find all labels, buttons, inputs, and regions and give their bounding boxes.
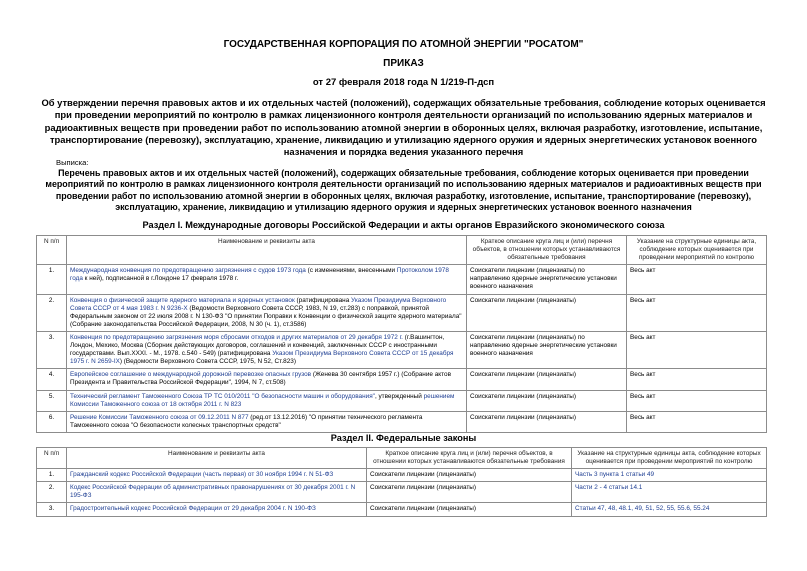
act-link[interactable]: Конвенция по предотвращению загрязнения моря сбросами отходов и других материалов от 29 декабря 1972 г. [70, 333, 403, 341]
row-number: 3. [37, 503, 67, 516]
act-link[interactable]: Градостроительный кодекс Российской Федерации от 29 декабря 2004 г. N 190-ФЗ [70, 505, 316, 513]
table-header-row [37, 448, 767, 469]
scope-cell: Соискатели лицензии (лицензиаты) [367, 482, 572, 503]
act-link[interactable]: Протоколом 1978 года [70, 267, 449, 283]
scope-cell: Соискатели лицензии (лицензиаты) [467, 411, 627, 432]
row-number: 5. [37, 390, 67, 411]
section-1-rows [37, 265, 767, 433]
act-text: (г.Вашингтон, Лондон, Мехико, Москва (Сборник действующих договоров, соглашений и конвенций, заключенных СССР с иностранными государствами. Вып.XXXI. - М., 1978. с.540 - 549) (ратифицирована [70, 333, 445, 358]
units-cell: Весь акт [627, 390, 767, 411]
act-link[interactable]: Гражданский кодекс Российской Федерации (часть первая) от 30 ноября 1994 г. N 51-ФЗ [70, 471, 334, 479]
act-cell [67, 265, 467, 294]
scope-cell: Соискатели лицензии (лицензиаты) [467, 390, 627, 411]
units-cell: Весь акт [627, 369, 767, 390]
act-link[interactable]: Технический регламент Таможенного Союза ТР ТС 010/2011 "О безопасности машин и оборудования" [70, 392, 375, 400]
units-cell: Весь акт [627, 331, 767, 368]
table-row [37, 331, 767, 368]
units-cell: Весь акт [627, 265, 767, 294]
units-cell: Весь акт [627, 411, 767, 432]
section-2-table [36, 447, 767, 517]
act-text: (ратифицирована [294, 296, 352, 304]
table-row [37, 411, 767, 432]
excerpt-title: Перечень правовых актов и их отдельных частей (положений), содержащих обязательные требования, соблюдение которых оценивается при проведении мероприятий по контролю в рамках лицензионного контроля деятельности организаций по использованию ядерных материалов и радиоактивных веществ при проведении работ по использованию атомной энергии в оборонных целях, включая разработку, изготовление, испытание, транспортирование (перевозку), эксплуатацию, хранение, ликвидацию и утилизацию ядерного оружия и ядерных энергетических установок военного назначения [45, 168, 762, 212]
row-number: 3. [37, 331, 67, 368]
scope-cell: Соискатели лицензии (лицензиаты) [467, 294, 627, 331]
act-link[interactable]: Кодекс Российской Федерации об административных правонарушениях от 30 декабря 2001 г. N 195-ФЗ [70, 484, 356, 500]
row-number: 1. [37, 469, 67, 482]
act-cell [67, 331, 467, 368]
act-cell [67, 390, 467, 411]
act-text: , утвержденный [374, 392, 424, 400]
document-date: от 27 февраля 2018 года N 1/219-П-дсп [312, 77, 495, 88]
row-number: 6. [37, 411, 67, 432]
row-number: 2. [37, 294, 67, 331]
document-title: Об утверждении перечня правовых актов и их отдельных частей (положений), содержащих обязательные требования, соблюдение которых оценивается при проведении мероприятий по контролю в рамках лицензионного контроля деятельности организаций по использованию ядерных материалов и радиоактивных веществ при проведении работ по использованию атомной энергии в оборонных целях, включая разработку, изготовление, испытание, транспортирование (перевозку), эксплуатацию, хранение, ликвидацию и утилизацию ядерного оружия и ядерных энергетических установок военного назначения и порядка ведения указанного перечня [41, 97, 766, 158]
table-header-row [37, 236, 767, 265]
act-link[interactable]: Конвенция о физической защите ядерного материала и ядерных установок [70, 296, 295, 304]
act-cell [67, 469, 367, 482]
table-row [37, 503, 767, 516]
act-cell [67, 503, 367, 516]
scope-cell: Соискатели лицензии (лицензиаты) [467, 369, 627, 390]
act-text: (Женева 30 сентября 1957 г.) (Собрание актов Президента и Правительства Российской Федерации", 1994, N 7, ст.508) [70, 371, 451, 387]
scope-cell: Соискатели лицензии (лицензиаты) по направлению ядерные энергетические установки военного назначения [467, 331, 627, 368]
header-number: N п/п [37, 236, 67, 265]
act-cell [67, 482, 367, 503]
act-text: (с изменениями, внесенными [305, 267, 397, 275]
units-cell: Весь акт [627, 294, 767, 331]
section-1-title: Раздел I. Международные договоры Российской Федерации и акты органов Евразийского экономического союза [142, 220, 665, 230]
act-link[interactable]: Международная конвенция по предотвращению загрязнения с судов 1973 года [70, 267, 306, 275]
header-units: Указание на структурные единицы акта, соблюдение которых оценивается при проведении мероприятий по контролю [572, 448, 767, 469]
header-act: Наименование и реквизиты акта [67, 236, 467, 265]
row-number: 1. [37, 265, 67, 294]
header-act: Наименование и реквизиты акта [67, 448, 367, 469]
act-text: к ней), подписанной в г.Лондоне 17 февраля 1978 г. [82, 275, 239, 283]
act-link[interactable]: Европейское соглашение о международной дорожной перевозке опасных грузов [70, 371, 312, 379]
table-row [37, 469, 767, 482]
header-scope: Краткое описание круга лиц и (или) перечня объектов, в отношении которых устанавливаются обязательные требования [467, 236, 627, 265]
act-cell [67, 411, 467, 432]
header-units: Указание на структурные единицы акта, соблюдение которых оценивается при проведении мероприятий по контролю [627, 236, 767, 265]
section-1-table [36, 235, 767, 433]
table-row [37, 369, 767, 390]
act-cell [67, 294, 467, 331]
section-2-rows [37, 469, 767, 516]
scope-cell: Соискатели лицензии (лицензиаты) [367, 503, 572, 516]
act-link[interactable]: Указом Президиума Верховного Совета СССР от 15 декабря 1975 г. N 2659-IX [70, 350, 454, 366]
act-text: ) (Ведомости Верховного Совета СССР, 1975, N 52, Ст.823) [119, 358, 296, 366]
header-number: N п/п [37, 448, 67, 469]
act-link[interactable]: Указом Президиума Верховного Совета СССР от 4 мая 1983 г. N 9236-X [70, 296, 447, 312]
excerpt-label: Выписка: [56, 158, 89, 167]
act-link[interactable]: решением Комиссии Таможенного союза от 18 октября 2011 г. N 823 [70, 392, 455, 408]
row-number: 4. [37, 369, 67, 390]
table-row [37, 482, 767, 503]
organization-title: ГОСУДАРСТВЕННАЯ КОРПОРАЦИЯ ПО АТОМНОЙ ЭНЕРГИИ "РОСАТОМ" [223, 39, 584, 50]
table-row [37, 265, 767, 294]
units-link[interactable]: Статьи 47, 48, 48.1, 49, 51, 52, 55, 55.6, 55.24 [572, 503, 767, 516]
section-2-title: Раздел II. Федеральные законы [330, 433, 477, 443]
units-link[interactable]: Части 2 - 4 статьи 14.1 [572, 482, 767, 503]
table-row [37, 390, 767, 411]
table-row [37, 294, 767, 331]
act-link[interactable]: Решение Комиссии Таможенного союза от 09.12.2011 N 877 [70, 413, 249, 421]
units-link[interactable]: Часть 3 пункта 1 статьи 49 [572, 469, 767, 482]
document-type: ПРИКАЗ [383, 58, 424, 69]
header-scope: Краткое описание круга лиц и (или) перечня объектов, в отношении которых устанавливаются обязательные требования [367, 448, 572, 469]
row-number: 2. [37, 482, 67, 503]
act-cell [67, 369, 467, 390]
scope-cell: Соискатели лицензии (лицензиаты) по направлению ядерные энергетические установки военного назначения [467, 265, 627, 294]
act-text: (Ведомости Верховного Совета СССР, 1983, N 19, ст.283) с поправкой, принятой Федеральным законом от 22 июля 2008 г. N 130-ФЗ "О принятии Поправки к Конвенции о физической защите ядерного материала" (Собрание законодательства Российской Федерации, 2008, N 30 (ч. 1), ст.3586) [70, 304, 462, 328]
scope-cell: Соискатели лицензии (лицензиаты) [367, 469, 572, 482]
act-text: (ред.от 13.12.2016) "О принятии технического регламента Таможенного союза "О безопасности колесных транспортных средств" [70, 413, 423, 429]
